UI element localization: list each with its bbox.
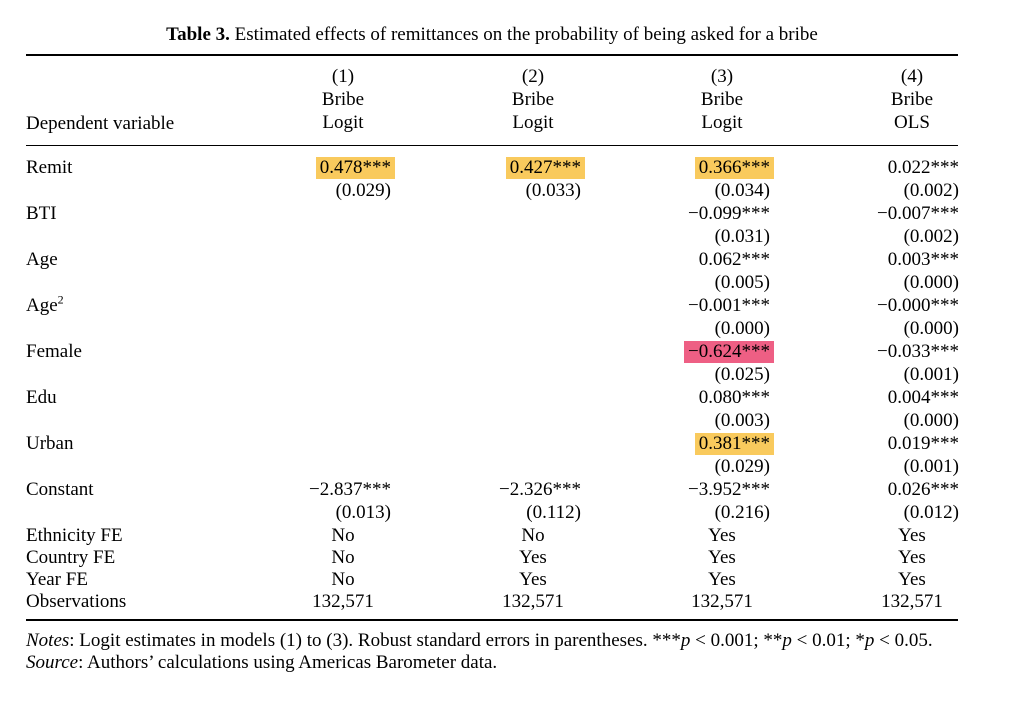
standard-error-cell: (0.112): [526, 502, 581, 523]
coefficient-value: 0.004***: [887, 387, 959, 408]
fe-row-value: Yes: [898, 547, 926, 568]
fe-row-value: 132,571: [881, 591, 943, 612]
row-label-text: Age: [26, 295, 58, 316]
fe-row-label: Country FE: [26, 547, 116, 568]
header-rule: [26, 145, 958, 146]
coefficient-cell: [506, 157, 585, 179]
coefficient-value: 0.026***: [887, 479, 959, 500]
coefficient-cell: [695, 433, 774, 455]
fe-row-value: Yes: [708, 525, 736, 546]
coefficient-value: 0.062***: [698, 249, 770, 270]
p-symbol: p: [782, 630, 792, 651]
row-label-text: Constant: [26, 479, 94, 500]
fe-row-value: Yes: [708, 547, 736, 568]
column-header-3: [662, 65, 782, 134]
row-label: [26, 249, 58, 271]
column-header-num: (4): [900, 66, 924, 87]
coefficient-cell: [499, 479, 581, 501]
standard-error-cell: (0.025): [714, 364, 770, 385]
standard-error-cell: (0.013): [335, 502, 391, 523]
coefficient-value: 0.080***: [698, 387, 770, 408]
coefficient-cell: [316, 157, 395, 179]
coefficient-cell: [688, 295, 770, 317]
row-label: [26, 479, 94, 501]
notes-threshold: < 0.05.: [874, 630, 933, 651]
column-header-num: (1): [331, 66, 355, 87]
fe-row-value: 132,571: [691, 591, 753, 612]
coefficient-value: 0.427***: [506, 157, 585, 179]
standard-error-cell: (0.029): [714, 456, 770, 477]
row-label: [26, 387, 57, 409]
coefficient-cell: [888, 479, 959, 501]
coefficient-cell: [888, 249, 959, 271]
coefficient-cell: [888, 387, 959, 409]
fe-row-value: No: [331, 525, 355, 546]
coefficient-value: 0.366***: [695, 157, 774, 179]
coefficient-value: −0.624***: [684, 341, 774, 363]
standard-error-cell: (0.003): [714, 410, 770, 431]
row-label: [26, 433, 73, 455]
row-label-superscript: 2: [57, 292, 64, 307]
coefficient-value: 0.022***: [887, 157, 959, 178]
source-text: : Authors’ calculations using Americas Barometer data.: [78, 652, 498, 673]
source-label: Source: [26, 652, 79, 673]
column-header-4: [852, 65, 972, 134]
coefficient-value: 0.478***: [316, 157, 395, 179]
p-symbol: p: [680, 630, 691, 651]
standard-error-cell: (0.005): [714, 272, 770, 293]
bottom-rule: [26, 619, 958, 621]
row-label: [26, 203, 57, 225]
coefficient-cell: [699, 387, 770, 409]
fe-row-value: No: [331, 547, 355, 568]
coefficient-cell: [688, 479, 770, 501]
notes-text: : Logit estimates in models (1) to (3). Robust standard errors in parentheses. ***: [69, 630, 681, 651]
coefficient-value: −0.033***: [877, 341, 959, 362]
table-caption: [0, 24, 984, 46]
coefficient-value: −2.837***: [309, 479, 391, 500]
row-label: [26, 292, 64, 317]
row-label-text: Edu: [26, 387, 57, 408]
column-header-num: (3): [710, 66, 734, 87]
coefficient-value: −0.001***: [688, 295, 770, 316]
column-header-dv: Bribe: [511, 89, 555, 110]
coefficient-cell: [699, 249, 770, 271]
notes-threshold: < 0.001; **: [690, 630, 783, 651]
column-header-method: OLS: [894, 112, 930, 133]
column-header-method: Logit: [322, 112, 364, 133]
standard-error-cell: (0.000): [903, 272, 959, 293]
coefficient-cell: [877, 341, 959, 363]
notes-threshold: < 0.01; *: [791, 630, 865, 651]
coefficient-value: 0.019***: [887, 433, 959, 454]
row-label-text: Age: [26, 249, 58, 270]
coefficient-cell: [888, 157, 959, 179]
fe-row-value: Yes: [898, 569, 926, 590]
standard-error-cell: (0.012): [903, 502, 959, 523]
table-notes: [26, 630, 958, 674]
coefficient-cell: [695, 157, 774, 179]
coefficient-value: −0.007***: [877, 203, 959, 224]
top-rule: [26, 54, 958, 56]
standard-error-cell: (0.033): [525, 180, 581, 201]
fe-row-label: Year FE: [26, 569, 88, 590]
coefficient-cell: [888, 433, 959, 455]
column-header-1: [283, 65, 403, 134]
standard-error-cell: (0.001): [903, 364, 959, 385]
column-header-dv: Bribe: [700, 89, 744, 110]
standard-error-cell: (0.034): [714, 180, 770, 201]
column-header-2: [473, 65, 593, 134]
standard-error-cell: (0.001): [903, 456, 959, 477]
coefficient-cell: [684, 341, 774, 363]
table-caption-text: Estimated effects of remittances on the probability of being asked for a bribe: [234, 24, 818, 45]
fe-row-value: Yes: [519, 547, 547, 568]
header-stub: Dependent variable: [26, 113, 175, 134]
p-symbol: p: [864, 630, 875, 651]
coefficient-value: 0.003***: [887, 249, 959, 270]
standard-error-cell: (0.002): [903, 180, 959, 201]
coefficient-cell: [309, 479, 391, 501]
row-label: [26, 157, 72, 179]
column-header-dv: Bribe: [321, 89, 365, 110]
row-label-text: BTI: [26, 203, 57, 224]
standard-error-cell: (0.029): [335, 180, 391, 201]
coefficient-value: 0.381***: [695, 433, 774, 455]
row-label-text: Female: [26, 341, 82, 362]
standard-error-cell: (0.000): [903, 318, 959, 339]
standard-error-cell: (0.000): [903, 410, 959, 431]
standard-error-cell: (0.002): [903, 226, 959, 247]
fe-row-value: Yes: [519, 569, 547, 590]
table-caption-label: Table 3.: [166, 24, 230, 45]
row-label-text: Urban: [26, 433, 74, 454]
fe-row-value: No: [331, 569, 355, 590]
coefficient-value: −3.952***: [688, 479, 770, 500]
notes-label: Notes: [26, 630, 70, 651]
column-header-dv: Bribe: [890, 89, 934, 110]
fe-row-label: Observations: [26, 591, 127, 612]
coefficient-value: −2.326***: [499, 479, 581, 500]
standard-error-cell: (0.000): [714, 318, 770, 339]
fe-row-value: Yes: [708, 569, 736, 590]
column-header-method: Logit: [512, 112, 554, 133]
standard-error-cell: (0.216): [714, 502, 770, 523]
fe-row-value: 132,571: [502, 591, 564, 612]
coefficient-cell: [877, 203, 959, 225]
fe-row-value: 132,571: [312, 591, 374, 612]
standard-error-cell: (0.031): [714, 226, 770, 247]
row-label: [26, 341, 82, 363]
coefficient-cell: [877, 295, 959, 317]
fe-row-value: Yes: [898, 525, 926, 546]
row-label-text: Remit: [26, 157, 73, 178]
fe-row-label: Ethnicity FE: [26, 525, 123, 546]
coefficient-value: −0.099***: [688, 203, 770, 224]
coefficient-cell: [688, 203, 770, 225]
coefficient-value: −0.000***: [877, 295, 959, 316]
column-header-method: Logit: [701, 112, 743, 133]
fe-row-value: No: [521, 525, 545, 546]
column-header-num: (2): [521, 66, 545, 87]
